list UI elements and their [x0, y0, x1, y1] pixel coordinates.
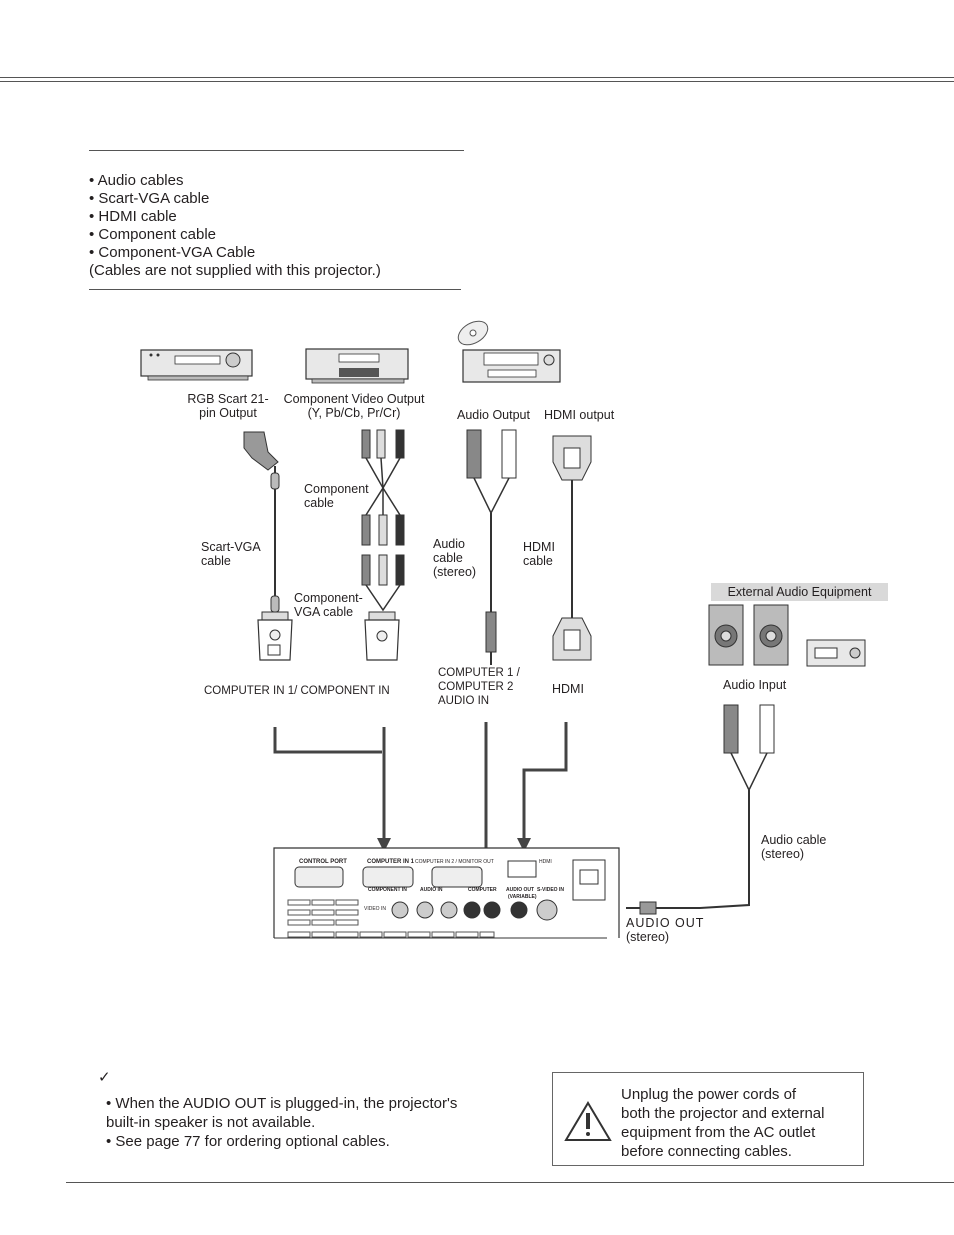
audio-output-label: Audio Output: [457, 408, 530, 422]
vcr-device-icon: [141, 350, 252, 380]
computer-audio-in-label: COMPUTER 1 / COMPUTER 2 AUDIO IN: [438, 667, 520, 707]
disc-icon: [454, 316, 492, 349]
warning-text: Unplug the power cords of both the projector and external equipment from the AC outlet before connecting cables.: [621, 1086, 825, 1160]
check-icon: ✓: [98, 1069, 111, 1086]
panel-label-variable: (VARIABLE): [508, 894, 537, 900]
panel-label-component-in: COMPONENT IN: [368, 887, 407, 893]
rca-plug-icon: [626, 705, 774, 914]
panel-label-hdmi: HDMI: [539, 859, 552, 865]
cables-note: (Cables are not supplied with this projector.): [89, 262, 381, 279]
external-audio-equipment-label: External Audio Equipment: [711, 583, 888, 601]
computer-in-component-in-label: COMPUTER IN 1/ COMPONENT IN: [204, 685, 390, 697]
panel-label-s-video-in: S-VIDEO IN: [537, 887, 564, 893]
panel-label-audio-out: AUDIO OUT: [506, 887, 535, 893]
cable-item: • Audio cables: [89, 172, 184, 189]
hdmi-label: HDMI: [552, 682, 584, 696]
note-item: built-in speaker is not available.: [106, 1114, 316, 1131]
notes: [106, 1094, 457, 1151]
hdmi-cable-icon: [553, 436, 591, 660]
bottom-rule: [66, 1182, 954, 1183]
panel-label-control-port: CONTROL PORT: [299, 859, 347, 865]
cable-item: • HDMI cable: [89, 208, 177, 225]
amplifier-icon: [807, 640, 865, 666]
component-cable-icon: [362, 430, 404, 660]
cable-item: • Scart-VGA cable: [89, 190, 210, 207]
audio-cable-stereo-label: Audio cable (stereo): [433, 537, 477, 579]
hdmi-player-icon: [463, 350, 560, 382]
rgb-scart-output-label: RGB Scart 21- pin Output: [187, 392, 269, 420]
component-player-icon: [306, 349, 408, 383]
panel-label-computer-in-2: COMPUTER IN 2 / MONITOR OUT: [415, 859, 494, 865]
warning-box: [552, 1072, 864, 1166]
scart-vga-cable-label: Scart-VGA cable: [201, 540, 261, 568]
audio-cable-stereo-right-label: Audio cable (stereo): [761, 833, 827, 861]
speaker-icon: [709, 605, 788, 665]
note-item: • See page 77 for ordering optional cables.: [106, 1133, 390, 1150]
note-item: • When the AUDIO OUT is plugged-in, the projector's: [106, 1095, 458, 1112]
component-video-output-label: Component Video Output (Y, Pb/Cb, Pr/Cr): [283, 392, 425, 420]
audio-input-label: Audio Input: [723, 678, 787, 692]
panel-label-computer-in-1: COMPUTER IN 1: [367, 859, 415, 865]
component-cable-label: Component cable: [304, 482, 369, 510]
audio-out-label: AUDIO OUT: [626, 916, 705, 930]
cable-item: • Component cable: [89, 226, 216, 243]
panel-label-audio-in: AUDIO IN: [420, 887, 443, 893]
hdmi-cable-label: HDMI cable: [523, 540, 555, 568]
panel-label-video-in: VIDEO IN: [364, 906, 386, 912]
cable-item: • Component-VGA Cable: [89, 244, 256, 261]
panel-label-computer: COMPUTER: [468, 887, 497, 893]
component-vga-cable-label: Component- VGA cable: [294, 591, 363, 619]
audio-out-stereo-label: (stereo): [626, 930, 670, 944]
hdmi-output-label: HDMI output: [544, 408, 615, 422]
